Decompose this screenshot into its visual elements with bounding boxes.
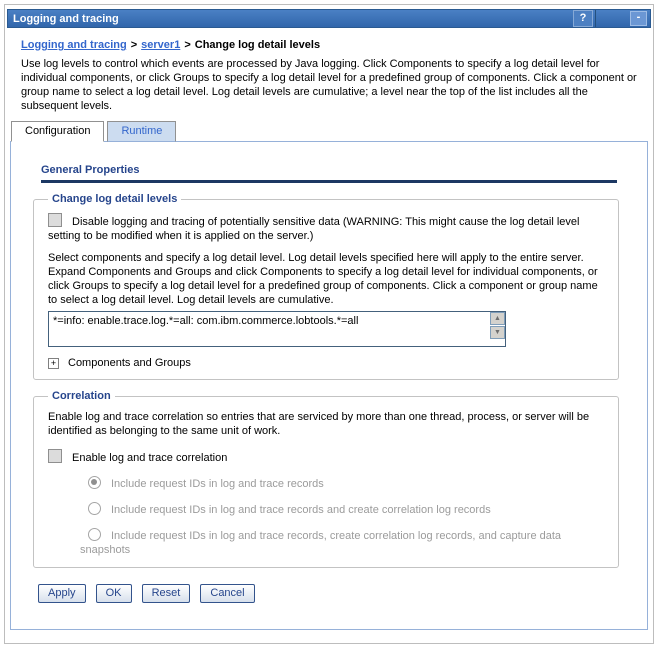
breadcrumb-separator: > — [184, 39, 191, 51]
window-title: Logging and tracing — [13, 12, 119, 25]
breadcrumb-link-logging-and-tracing[interactable]: Logging and tracing — [21, 39, 127, 51]
window-frame — [4, 4, 654, 644]
scroll-down-icon[interactable]: ▼ — [490, 326, 505, 339]
components-and-groups-expander[interactable] — [48, 357, 606, 369]
action-button-bar — [38, 584, 647, 603]
enable-correlation-row — [48, 449, 604, 465]
tab-bar — [11, 121, 653, 142]
radio-create-correlation-log-records[interactable] — [88, 502, 101, 515]
expand-plus-icon[interactable]: + — [48, 358, 59, 369]
breadcrumb-link-server1[interactable]: server1 — [141, 39, 181, 51]
enable-correlation-label: Enable log and trace correlation — [72, 452, 228, 464]
breadcrumb-separator: > — [130, 39, 138, 51]
tab-runtime[interactable]: Runtime — [107, 121, 176, 142]
general-properties-heading: General Properties — [41, 164, 617, 183]
titlebar-divider — [595, 10, 596, 27]
breadcrumb-current-page: Change log detail levels — [194, 39, 321, 51]
cancel-button[interactable]: Cancel — [200, 584, 254, 603]
disable-sensitive-data-row — [48, 213, 604, 243]
apply-button[interactable]: Apply — [38, 584, 86, 603]
reset-button[interactable]: Reset — [142, 584, 191, 603]
tab-configuration[interactable]: Configuration — [11, 121, 104, 142]
radio-option-label: Include request IDs in log and trace records — [111, 478, 324, 490]
correlation-radio-option-3 — [80, 528, 566, 557]
minimize-icon[interactable]: - — [630, 11, 647, 26]
correlation-radio-option-2 — [80, 502, 566, 517]
titlebar — [7, 9, 651, 28]
correlation-description: Enable log and trace correlation so entries that are serviced by more than one thread, process, or server will be identified as belonging to the same unit of work. — [48, 411, 590, 437]
log-detail-levels-value: *=info: enable.trace.log.*=all: com.ibm.commerce.lobtools.*=all — [53, 315, 359, 327]
radio-include-request-ids[interactable] — [88, 476, 101, 489]
scroll-up-icon[interactable]: ▲ — [490, 312, 505, 325]
disable-sensitive-data-label: Disable logging and tracing of potentially sensitive data (WARNING: This might cause the log detail level setting to be modified when it is applied on the server.) — [48, 216, 580, 242]
correlation-radio-option-1 — [80, 476, 566, 491]
titlebar-right-section — [598, 11, 650, 26]
breadcrumb — [21, 39, 639, 51]
disable-sensitive-data-checkbox[interactable] — [48, 213, 62, 227]
correlation-section — [33, 390, 619, 568]
ok-button[interactable]: OK — [96, 584, 132, 603]
textarea-scrollbar — [490, 312, 505, 339]
radio-option-label: Include request IDs in log and trace records, create correlation log records, and capture data snapshots — [80, 530, 562, 556]
help-icon[interactable]: ? — [573, 10, 593, 27]
change-log-detail-levels-legend: Change log detail levels — [52, 193, 178, 205]
change-log-detail-levels-section — [33, 193, 619, 380]
radio-capture-data-snapshots[interactable] — [88, 528, 101, 541]
page-description: Use log levels to control which events are processed by Java logging. Click Components to specify a log detail level for individual components, or click Groups to specify a log detail level for a predefined group of components. Click a component or group name to select a log detail level. Log detail levels are cumulative; a level near the top of the list includes all the subsequent levels. — [21, 58, 637, 112]
log-detail-instructions: Select components and specify a log detail level. Log detail levels specified here will apply to the entire server. Expand Components and Groups and click Components to specify a log detail level for individual components, or click Groups to specify a log detail level for a predefined group of components. Click a component or group name to select a log detail level. Log detail levels are cumulative. — [48, 252, 598, 306]
components-and-groups-label: Components and Groups — [68, 357, 191, 369]
radio-option-label: Include request IDs in log and trace records and create correlation log records — [111, 504, 491, 516]
enable-correlation-checkbox[interactable] — [48, 449, 62, 463]
log-detail-levels-textarea[interactable] — [48, 311, 506, 347]
correlation-legend: Correlation — [52, 390, 111, 402]
configuration-panel — [10, 141, 648, 630]
